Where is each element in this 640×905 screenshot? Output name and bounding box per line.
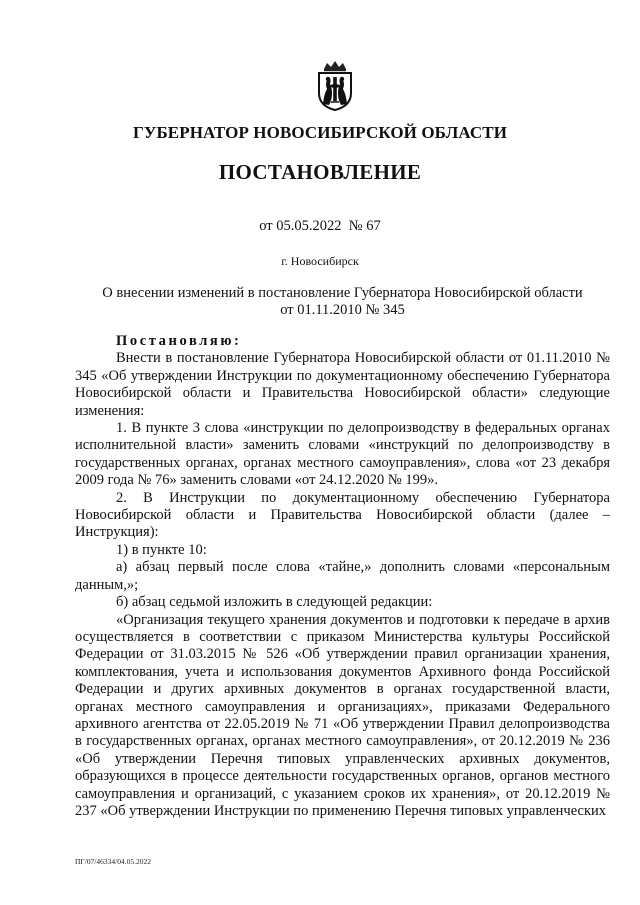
date-and-number: от 05.05.2022 № 67 xyxy=(259,218,381,234)
paragraph: б) абзац седьмой изложить в следующей редакции: xyxy=(116,594,433,611)
subject-line-1: О внесении изменений в постановление Губернатора Новосибирской области xyxy=(102,285,583,301)
paragraph: 1) в пункте 10: xyxy=(116,541,207,558)
paragraph: 1. В пункте 3 слова «инструкции по делопроизводству в федеральных органах исполнительной власти» заменить словами «инструкций по делопроизводству в государственных органах, органах местного самоуправления», слова «от 23 декабря 2009 года № 76» заменить словами «от 24.12.2020 № 199». xyxy=(75,420,610,489)
organization-title: ГУБЕРНАТОР НОВОСИБИРСКОЙ ОБЛАСТИ xyxy=(132,123,508,142)
document-code: ПГ/07/46334/04.05.2022 xyxy=(75,857,152,866)
paragraph: 2. В Инструкции по документационному обеспечению Губернатора Новосибирской области и Правительства Новосибирской области (далее – Инструкция): xyxy=(75,489,610,541)
paragraph: «Организация текущего хранения документов и подготовки к передаче в архив осуществляется в соответствии с приказом Министерства культуры Российской Федерации от 31.03.2015 № 526 «Об утверждении правил организации хранения, комплектования, учета и использования документов Архивного фонда Российской Федерации и других архивных документов в органах государственной власти, органах местного самоуправления и организациях», приказами Федерального архивного агентства от 22.05.2019 № 71 «Об утверждении Правил делопроизводства в государственных органах, органах местного самоуправления», от 20.12.2019 № 236 «Об утверждении Перечня типовых управленческих архивных документов, образующихся в процессе деятельности государственных органов, органов местного самоуправления и организаций, с указанием сроков их хранения», от 20.12.2019 № 237 «Об утверждении Инструкции по применению Перечня типовых управленческих xyxy=(75,611,610,819)
coat-of-arms-icon xyxy=(315,60,355,112)
document-subject xyxy=(75,285,610,319)
resolve-heading: Постановляю: xyxy=(116,333,242,349)
document-body xyxy=(75,333,610,820)
city: г. Новосибирск xyxy=(281,254,359,268)
paragraph: а) абзац первый после слова «тайне,» дополнить словами «персональным данным,»; xyxy=(75,559,610,593)
subject-line-2: от 01.11.2010 № 345 xyxy=(280,302,405,318)
document-type: ПОСТАНОВЛЕНИЕ xyxy=(218,160,422,184)
paragraph: Внести в постановление Губернатора Новосибирской области от 01.11.2010 № 345 «Об утверждении Инструкции по документационному обеспечению Губернатора Новосибирской области и Правительства Новосибирской области» следующие изменения: xyxy=(75,350,610,419)
